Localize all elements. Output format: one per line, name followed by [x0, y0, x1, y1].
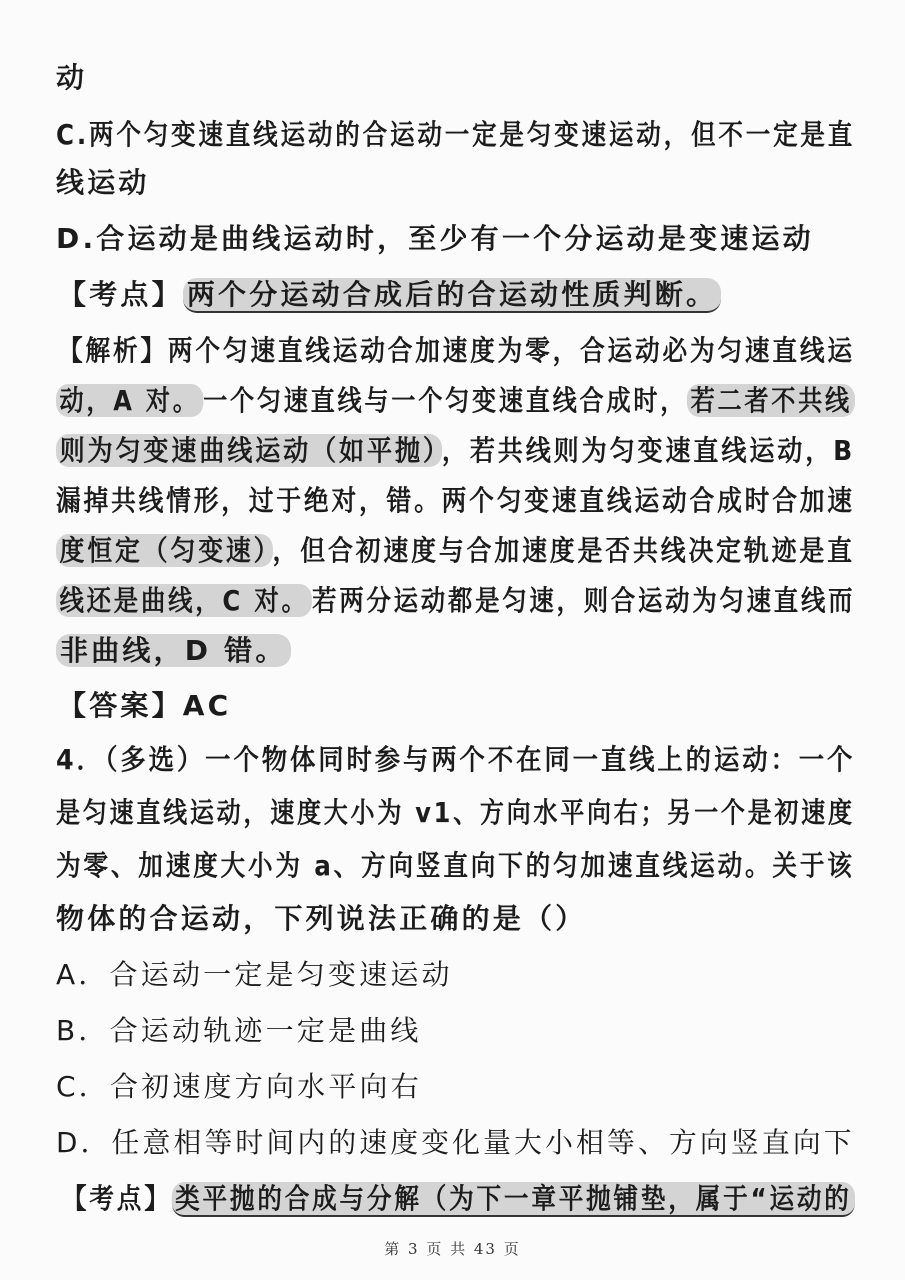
page-footer: 第 3 页 共 43 页 [384, 1240, 521, 1258]
kaodian-1-line [58, 277, 721, 313]
q4-option-d [56, 1125, 855, 1161]
q4-option-d-text: D．任意相等时间内的速度变化量大小相等、方向竖直向下 [56, 1126, 855, 1159]
kaodian-2-line [62, 1181, 855, 1217]
q4-text-2: 是匀速直线运动，速度大小为 v1、方向水平向右；另一个是初速度 [56, 796, 855, 829]
jiexi-text-6b: 若两分运动都是匀速，则合运动为匀速直线而 [312, 584, 856, 617]
answer-line [58, 688, 231, 724]
kaodian-1-text: 两个分运动合成后的合运动性质判断。 [183, 278, 721, 313]
q4-option-c-text: C．合初速度方向水平向右 [56, 1070, 422, 1103]
q4-line-3 [56, 848, 855, 884]
prev-tail-text: 动 [56, 61, 88, 94]
option-c-line-1 [56, 117, 855, 153]
jiexi-text-6a: 线还是曲线，C 对。 [56, 584, 312, 617]
option-c-text: C.两个匀变速直线运动的合运动一定是匀变速运动，但不一定是直 [56, 118, 856, 151]
jiexi-line-1 [58, 333, 855, 369]
option-c-text-cont: 线运动 [56, 166, 150, 199]
q4-text-4: 物体的合运动，下列说法正确的是（） [56, 902, 587, 935]
jiexi-text-3b: ，若共线则为匀变速直线运动，B [441, 434, 856, 467]
q4-option-b-text: B．合运动轨迹一定是曲线 [56, 1014, 422, 1047]
jiexi-text-1: 两个匀速直线运动合加速度为零，合运动必为匀速直线运 [167, 334, 855, 367]
kaodian-2-text: 类平抛的合成与分解（为下一章平抛铺垫，属于“运动的 [172, 1182, 856, 1217]
q4-text-1: 4．（多选）一个物体同时参与两个不在同一直线上的运动：一个 [56, 743, 856, 776]
jiexi-text-5a: 度恒定（匀变速） [56, 534, 273, 567]
q4-line-1 [56, 742, 855, 778]
option-c-line-2 [56, 165, 150, 201]
q4-option-a-text: A．合运动一定是匀变速运动 [56, 958, 453, 991]
jiexi-line-6 [56, 583, 855, 619]
jiexi-text-2a: 动，A 对。 [56, 384, 203, 417]
q4-line-2 [56, 795, 855, 831]
option-d-text: D.合运动是曲线运动时，至少有一个分运动是变速运动 [56, 222, 814, 255]
jiexi-text-3a: 则为匀变速曲线运动（如平抛） [56, 434, 442, 467]
jiexi-text-5b: ，但合初速度与合加速度是否共线决定轨迹是直 [272, 534, 855, 567]
jiexi-line-2 [56, 383, 855, 419]
answer-text: 【答案】AC [58, 689, 232, 722]
jiexi-line-4 [56, 483, 855, 519]
q4-option-c [56, 1069, 422, 1105]
jiexi-text-2c: 若二者不共线 [687, 384, 855, 417]
jiexi-text-7: 非曲线，D 错。 [56, 634, 291, 667]
jiexi-text-2b: 一个匀速直线与一个匀变速直线合成时， [203, 384, 688, 417]
kaodian-2-tag: 【考点】 [62, 1182, 172, 1215]
option-d-line [56, 221, 814, 257]
jiexi-line-5 [56, 533, 855, 569]
prev-text-tail [56, 60, 87, 96]
jiexi-tag: 【解析】 [58, 334, 168, 367]
jiexi-line-7 [56, 633, 291, 669]
q4-option-a [56, 957, 453, 993]
q4-option-b [56, 1013, 422, 1049]
q4-text-3: 为零、加速度大小为 a、方向竖直向下的匀加速直线运动。关于该 [56, 849, 855, 882]
jiexi-line-3 [56, 433, 855, 469]
kaodian-1-tag: 【考点】 [58, 278, 183, 311]
jiexi-text-4: 漏掉共线情形，过于绝对，错。两个匀变速直线运动合成时合加速 [56, 484, 855, 517]
q4-line-4 [56, 901, 586, 937]
